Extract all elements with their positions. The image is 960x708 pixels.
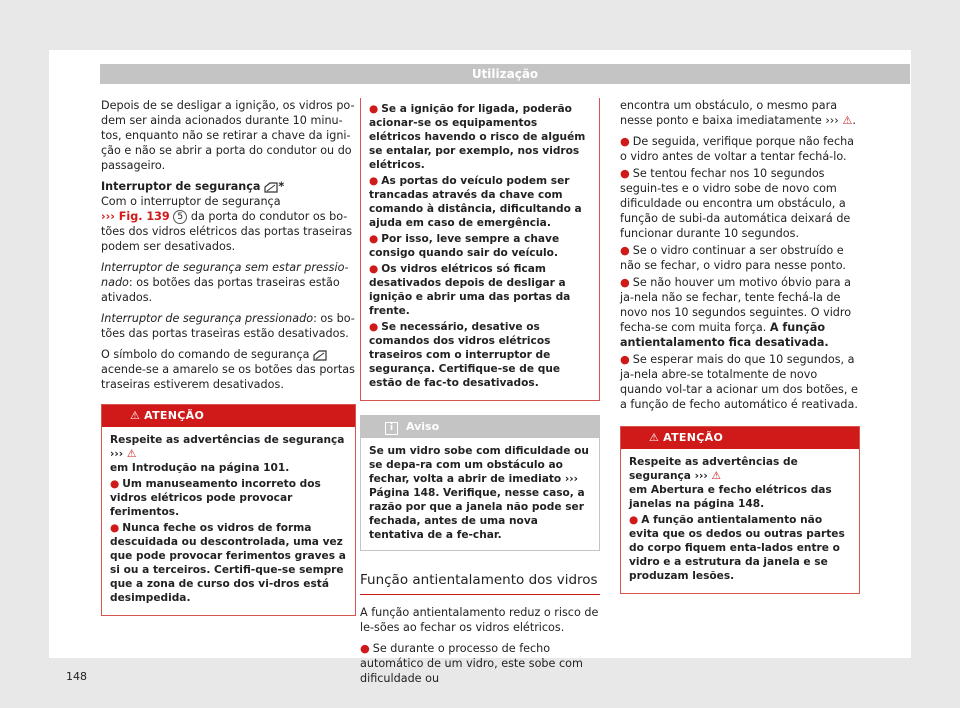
bullet-icon: ● — [620, 244, 630, 257]
bullet-icon: ● — [369, 263, 379, 275]
list-item: ● A função antientalamento não evita que os dedos ou outras partes do corpo fiquem enta-lados entre o vidro e a estrutura da janela e se produzam lesões. — [629, 514, 845, 582]
list-item: ● Se o vidro continuar a ser obstruído e não se fechar, o vidro para nesse ponto. — [620, 244, 846, 272]
warning-body — [361, 98, 599, 400]
page — [49, 50, 911, 685]
chapter-header: Utilização — [100, 64, 910, 84]
bullet-icon: ● — [369, 321, 379, 333]
column-1 — [101, 98, 356, 616]
warning-box — [620, 426, 860, 594]
notice-header: i Aviso — [361, 416, 599, 438]
paragraph: Interruptor de segurança sem estar pressio-nado: os botões das portas traseiras estão ativados. — [101, 261, 349, 304]
list-item: ● Os vidros elétricos só ficam desativados depois de desligar a ignição e abrir uma das portas da frente. — [369, 263, 571, 317]
list-item: ● Se a ignição for ligada, poderão acionar-se os equipamentos elétricos havendo o risco de alguém se entalar, por exemplo, nos vidros elétricos. — [369, 103, 586, 171]
window-lock-icon — [313, 350, 327, 361]
column-2 — [360, 98, 600, 692]
window-lock-icon — [264, 182, 278, 193]
subheading-safety-switch: Interruptor de segurança * — [101, 180, 285, 193]
warning-icon: ⚠ — [711, 470, 721, 482]
list-item: ● Se necessário, desative os comandos dos vidros elétricos traseiros com o interruptor de segurança. Certifique-se de que estão de fac-to desativados. — [369, 321, 561, 389]
page-number: 148 — [66, 670, 87, 683]
list-item: ● Se esperar mais do que 10 segundos, a ja-nela abre-se totalmente de novo quando vol-tar a acionar um dos botões, e a função de fecho automático é reativada. — [620, 353, 858, 411]
warning-icon: ⚠ — [842, 114, 853, 127]
column-3 — [620, 98, 860, 594]
list-item: ● Se durante o processo de fecho automático de um vidro, este sobe com dificuldade ou — [360, 642, 583, 685]
list-item: ● Se tentou fechar nos 10 segundos seguin-tes e o vidro sobe de novo com dificuldade ou encontra um obstáculo, a função de subi-da automática deixará de funcionar durante 10 segundos. — [620, 167, 851, 240]
notice-body: Se um vidro sobe com dificuldade ou se depa-ra com um obstáculo ao fechar, volta a abrir de imediato ››› Página 148. Verifique, nesse caso, a razão por que a janela não pode ser fechada, antes de uma nova tentativa de a fe-char. — [369, 445, 589, 541]
section-title: Função antientalamento dos vidros — [360, 573, 600, 595]
notice-box — [360, 415, 600, 551]
warning-header: ⚠ ATENÇÃO — [621, 427, 859, 449]
figure-link[interactable]: ››› Fig. 139 — [101, 210, 170, 223]
warning-body: Respeite as advertências de segurança ››› ⚠ em Introdução na página 101. ● Um manuseamento incorreto dos vidros elétricos pode provocar ferimentos. ● Nunca feche os vidros de forma descuidada ou descontrolada, uma vez que pode provocar ferimentos graves a si ou a terceiros. Certifi-que-se sempre que a zona de curso dos vi-dros está desimpedida. — [110, 434, 346, 604]
bullet-icon: ● — [620, 276, 630, 289]
bullet-icon: ● — [629, 514, 639, 526]
callout-number: 5 — [173, 210, 187, 224]
paragraph: encontra um obstáculo, o mesmo para nesse ponto e baixa imediatamente ››› ⚠. — [620, 99, 856, 127]
bullet-icon: ● — [110, 478, 120, 490]
paragraph: Com o interruptor de segurança ››› Fig. 139 5 da porta do condutor os bo-tões dos vidros elétricos das portas traseiras podem ser desativados. — [101, 195, 353, 253]
paragraph: Interruptor de segurança pressionado: os bo-tões das portas traseiras estão desativados. — [101, 312, 355, 340]
list-item: ● Por isso, leve sempre a chave consigo quando sair do veículo. — [369, 233, 560, 259]
paragraph: A função antientalamento reduz o risco de le-sões ao fechar os vidros elétricos. — [360, 606, 599, 634]
bullet-icon: ● — [369, 175, 379, 187]
bullet-icon: ● — [620, 353, 630, 366]
bullet-icon: ● — [620, 135, 630, 148]
bullet-icon: ● — [369, 103, 379, 115]
warning-body: Respeite as advertências de segurança ››› ⚠ em Abertura e fecho elétricos das janelas na página 148. ● A função antientalamento não evita que os dedos ou outras partes do corpo fiquem enta-lados entre o vidro e a estrutura da janela e se produzam lesões. — [621, 449, 859, 593]
list-item: ● De seguida, verifique porque não fecha o vidro antes de voltar a tentar fechá-lo. — [620, 135, 855, 163]
warning-icon: ⚠ — [126, 448, 137, 460]
warning-icon: ⚠ — [649, 431, 660, 444]
list-item: ● As portas do veículo podem ser trancadas através da chave com comando à distância, dificultando a ajuda em caso de emergência. — [369, 175, 582, 229]
list-item: ● Se não houver um motivo óbvio para a ja-nela não se fechar, tente fechá-la de novo nos 10 segundos seguintes. O vidro fecha-se com muita força. A função antientalamento fica desativada. — [620, 276, 852, 349]
warning-box — [101, 404, 356, 616]
warning-icon: ⚠ — [130, 409, 141, 422]
bullet-icon: ● — [110, 522, 120, 534]
warning-header: ⚠ ATENÇÃO — [102, 405, 355, 427]
list-item: ● Nunca feche os vidros de forma descuidada ou descontrolada, uma vez que pode provocar ferimentos graves a si ou a terceiros. Certifi-que-se sempre que a zona de curso dos vi-dros está desimpedida. — [110, 522, 346, 604]
list-item: ● Um manuseamento incorreto dos vidros elétricos pode provocar ferimentos. — [110, 478, 321, 518]
bullet-icon: ● — [369, 233, 379, 245]
warning-box-continued — [360, 98, 600, 401]
bullet-icon: ● — [360, 642, 370, 655]
bullet-icon: ● — [620, 167, 630, 180]
paragraph: Depois de se desligar a ignição, os vidros po-dem ser ainda acionados durante 10 minu-tos, enquanto não se retirar a chave da igni-ção e não se abrir a porta do condutor ou do passageiro. — [101, 99, 355, 172]
info-icon: i — [385, 422, 398, 435]
paragraph: O símbolo do comando de segurança acende-se a amarelo se os botões das portas traseiras estiverem desativados. — [101, 348, 355, 391]
